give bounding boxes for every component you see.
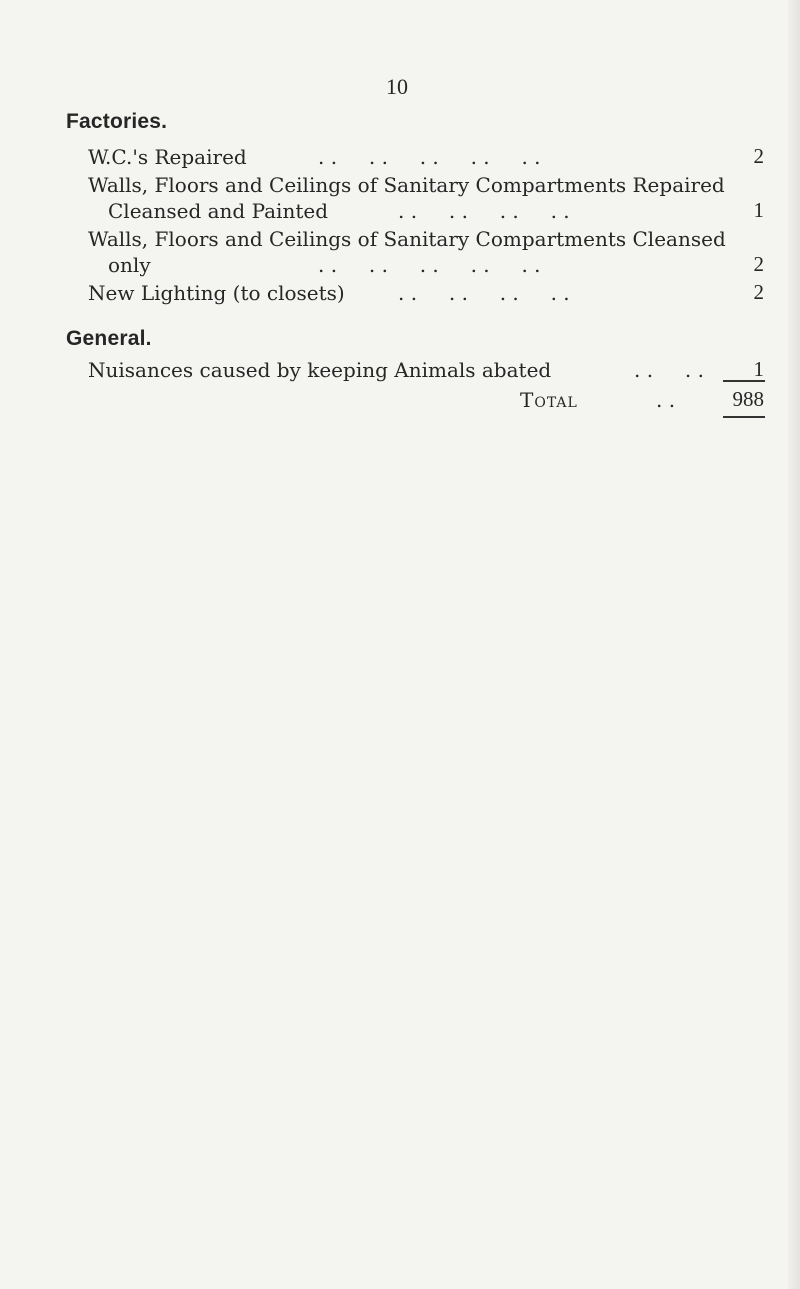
total-label: Total bbox=[520, 388, 578, 412]
leader-dots: . . bbox=[656, 388, 676, 412]
total-value: 988 bbox=[732, 387, 764, 411]
section-heading-factories: Factories. bbox=[66, 110, 168, 133]
leader-dots: . . . . . . . . . . bbox=[318, 253, 541, 277]
entry-value: 2 bbox=[753, 252, 764, 276]
entry-label: W.C.'s Repaired bbox=[88, 145, 247, 169]
leader-dots: . . . . . . . . bbox=[398, 281, 570, 305]
leader-dots: . . . . . . . . bbox=[398, 199, 570, 223]
entry-label: Walls, Floors and Ceilings of Sanitary Compartments Cleansed bbox=[88, 227, 726, 251]
entry-label-continuation: Cleansed and Painted bbox=[108, 199, 328, 223]
entry-value: 2 bbox=[753, 144, 764, 168]
section-heading-general: General. bbox=[66, 327, 152, 350]
page-edge bbox=[788, 0, 800, 1289]
total-rule-bottom bbox=[723, 416, 765, 418]
total-rule-top bbox=[723, 380, 765, 382]
leader-dots: . . . . . . . . . . bbox=[318, 145, 541, 169]
entry-value: 1 bbox=[753, 198, 764, 222]
leader-dots: . . . . bbox=[634, 358, 704, 382]
entry-value: 1 bbox=[753, 357, 764, 381]
entry-label: Nuisances caused by keeping Animals abated bbox=[88, 358, 552, 382]
page-number: 10 bbox=[386, 74, 408, 99]
entry-label: New Lighting (to closets) bbox=[88, 281, 345, 305]
entry-label-continuation: only bbox=[108, 253, 151, 277]
entry-value: 2 bbox=[753, 280, 764, 304]
entry-label: Walls, Floors and Ceilings of Sanitary Compartments Repaired bbox=[88, 173, 725, 197]
